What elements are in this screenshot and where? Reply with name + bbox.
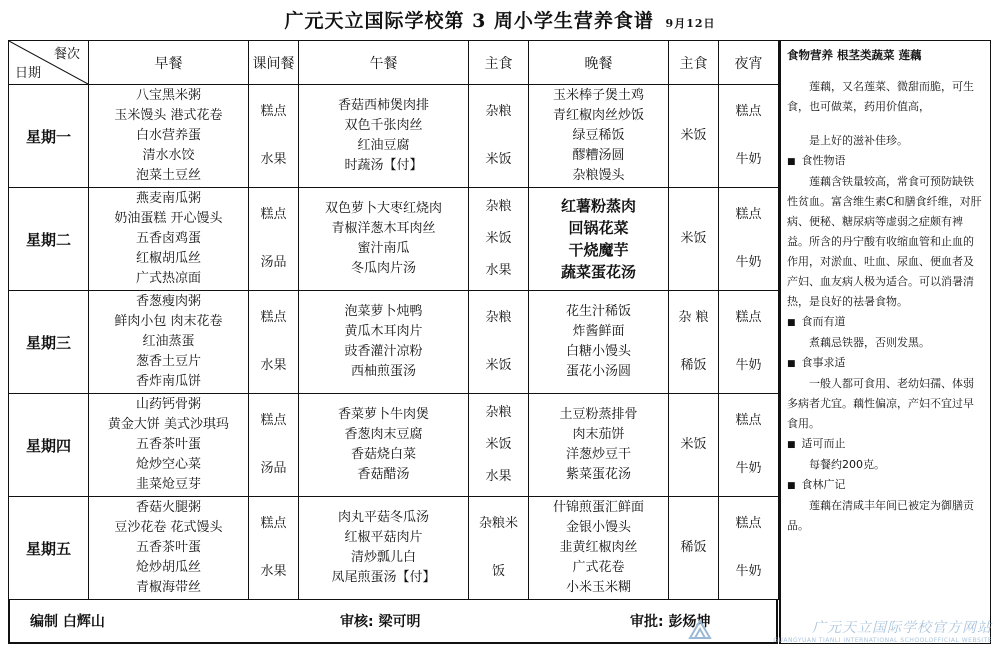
- dinner-item: 广式花卷: [572, 560, 625, 575]
- night-item: 糕点: [735, 104, 762, 120]
- dinner-item: 醪糟汤圆: [572, 148, 625, 163]
- snack-item: 糕点: [260, 310, 287, 326]
- menu-row: [9, 394, 779, 497]
- staple-item: 饭: [491, 563, 505, 579]
- day-label: 星期一: [9, 85, 89, 188]
- sidebar-section-title: [787, 475, 984, 496]
- cell-night: [719, 188, 779, 291]
- lunch-item: 清炒瓢儿白: [350, 550, 416, 565]
- cell-staple2: [669, 291, 719, 394]
- dinner-item: 金银小馒头: [565, 520, 631, 535]
- section-title-text: 食林广记: [801, 478, 846, 491]
- lunch-item: 青椒洋葱木耳肉丝: [331, 221, 436, 236]
- approver-signature: 审批: 彭炀坤: [630, 614, 711, 630]
- breakfast-item: 香炸南瓜饼: [135, 374, 201, 389]
- night-item: 牛奶: [735, 151, 762, 167]
- bullet-icon: ■: [787, 440, 796, 450]
- cell-staple2: [669, 188, 719, 291]
- header-staple2: 主食: [669, 41, 719, 85]
- menu-row: [9, 188, 779, 291]
- breakfast-item: 香菇火腿粥: [135, 500, 201, 515]
- dinner-item: 土豆粉蒸排骨: [559, 407, 638, 422]
- night-item: 牛奶: [735, 563, 762, 579]
- breakfast-item: 炝炒胡瓜丝: [135, 560, 201, 575]
- staple-item: 水果: [485, 468, 512, 484]
- snack-item: 水果: [260, 151, 287, 167]
- staple-item: 杂粮: [485, 104, 512, 120]
- snack-item: 糕点: [260, 207, 287, 223]
- cell-breakfast: [89, 188, 249, 291]
- night-item: 糕点: [735, 516, 762, 532]
- bullet-icon: ■: [787, 318, 796, 328]
- sidebar-section-text: 一般人都可食用、老幼妇孺、体弱多病者尤宜。藕性偏凉，产妇不宜过早食用。: [787, 377, 974, 430]
- cell-lunch: [299, 291, 469, 394]
- lunch-item: 冬瓜肉片汤: [350, 261, 416, 276]
- dinner-item: 洋葱炒豆干: [565, 447, 631, 462]
- header-staple: 主食: [469, 41, 529, 85]
- dinner-item: 紫菜蛋花汤: [565, 467, 631, 482]
- bullet-icon: ■: [787, 359, 796, 369]
- cell-lunch: [299, 188, 469, 291]
- corner-meal-label: 餐次: [53, 47, 80, 62]
- dinner-item: 小米玉米糊: [565, 580, 631, 595]
- staple-item: 米饭: [485, 151, 512, 167]
- cell-breakfast: [89, 291, 249, 394]
- breakfast-item: 黄金大饼 美式沙琪玛: [107, 417, 230, 432]
- lunch-item: 香菜萝卜牛肉煲: [337, 407, 429, 422]
- staple-item: 米饭: [485, 357, 512, 373]
- cell-night: [719, 394, 779, 497]
- menu-table: [8, 40, 779, 600]
- header-breakfast: 早餐: [89, 41, 249, 85]
- breakfast-item: 山药钙骨粥: [135, 397, 201, 412]
- staple2-item: 米饭: [680, 437, 707, 452]
- dinner-item: 蔬菜蛋花汤: [560, 263, 636, 281]
- day-label: 星期五: [9, 497, 89, 600]
- cell-lunch: [299, 85, 469, 188]
- header-snack: 课间餐: [249, 41, 299, 85]
- breakfast-item: 青椒海带丝: [135, 580, 201, 595]
- lunch-item: 西柚煎蛋汤: [350, 364, 416, 379]
- cell-staple: [469, 497, 529, 600]
- lunch-item: 时蔬汤【付】: [344, 158, 423, 173]
- dinner-item: 炸酱鲜面: [572, 324, 625, 339]
- staple2-item: 稀饭: [680, 540, 707, 555]
- bullet-icon: ■: [787, 157, 796, 167]
- breakfast-item: 五香茶叶蛋: [135, 437, 201, 452]
- dinner-item: 回锅花菜: [568, 219, 629, 237]
- menu-row: [9, 497, 779, 600]
- night-item: 糕点: [735, 413, 762, 429]
- breakfast-item: 清水水饺: [142, 148, 195, 163]
- lunch-item: 肉丸平菇冬瓜汤: [337, 510, 429, 525]
- cell-dinner: [529, 394, 669, 497]
- day-label: 星期三: [9, 291, 89, 394]
- staple-item: 杂粮: [485, 405, 512, 421]
- cell-snack: [249, 188, 299, 291]
- sidebar-intro-2: 是上好的滋补佳珍。: [809, 134, 908, 147]
- dinner-item: 杂粮馒头: [572, 168, 625, 183]
- breakfast-item: 泡菜土豆丝: [135, 168, 201, 183]
- reviewer-signature: 审核: 梁可明: [340, 614, 421, 630]
- cell-staple: [469, 188, 529, 291]
- section-title-text: 适可而止: [801, 437, 846, 450]
- breakfast-item: 广式热凉面: [135, 271, 201, 286]
- breakfast-item: 炝炒空心菜: [135, 457, 201, 472]
- lunch-item: 豉香灌汁凉粉: [344, 344, 423, 359]
- cell-snack: [249, 497, 299, 600]
- sidebar-section-text: 煮藕忌铁器，否则发黑。: [809, 336, 930, 349]
- lunch-item: 香菇西柿煲肉排: [337, 98, 429, 113]
- sidebar-section-title: [787, 151, 984, 172]
- title-text: 广元天立国际学校第 3 周小学生营养食谱: [284, 10, 654, 32]
- cell-dinner: [529, 85, 669, 188]
- breakfast-item: 玉米馒头 港式花卷: [114, 108, 223, 123]
- header-lunch: 午餐: [299, 41, 469, 85]
- sidebar-section-title: [787, 353, 984, 374]
- dinner-item: 肉末茄饼: [572, 427, 625, 442]
- school-logo-icon: [688, 618, 712, 642]
- breakfast-item: 五香卤鸡蛋: [135, 231, 201, 246]
- sidebar-intro: 莲藕，又名莲菜、微甜而脆，可生食，也可做菜，药用价值高，: [787, 80, 974, 113]
- signature-bar: [8, 599, 778, 644]
- night-item: 牛奶: [735, 357, 762, 373]
- snack-item: 汤品: [260, 254, 287, 270]
- menu-row: [9, 291, 779, 394]
- lunch-item: 双色萝卜大枣红烧肉: [324, 201, 442, 216]
- cell-night: [719, 85, 779, 188]
- sidebar-section-title: [787, 434, 984, 455]
- bullet-icon: ■: [787, 481, 796, 491]
- dinner-item: 绿豆稀饭: [572, 128, 625, 143]
- snack-item: 糕点: [260, 516, 287, 532]
- cell-snack: [249, 394, 299, 497]
- header-dinner: 晚餐: [529, 41, 669, 85]
- cell-staple: [469, 394, 529, 497]
- menu-row: [9, 85, 779, 188]
- nutrition-sidebar: [779, 40, 991, 644]
- day-label: 星期二: [9, 188, 89, 291]
- cell-lunch: [299, 394, 469, 497]
- cell-staple2: [669, 394, 719, 497]
- staple-item: 米饭: [485, 436, 512, 452]
- night-item: 糕点: [735, 207, 762, 223]
- title-date: 9月12日: [665, 17, 716, 30]
- sidebar-section-text: 每餐约200克。: [809, 458, 885, 471]
- dinner-item: 蛋花小汤圆: [565, 364, 631, 379]
- sidebar-heading: 食物营养 根茎类蔬菜 莲藕: [787, 48, 922, 62]
- staple2-item: 稀饭: [680, 357, 707, 373]
- sidebar-section-text: 莲藕含铁量较高，常食可预防缺铁性贫血。富含维生素C和膳食纤维，对肝病、便秘、糖尿病等虚弱之症颇有裨益。所含的丹宁酸有收缩血管和止血的作用，对淤血、吐血、尿血、便血者及产妇、血友病人极为适合。可以消暑清热，是良好的祛暑食物。: [787, 175, 982, 308]
- dinner-item: 花生汁稀饭: [565, 304, 631, 319]
- breakfast-item: 豆沙花卷 花式馒头: [114, 520, 223, 535]
- breakfast-item: 奶油蛋糕 开心馒头: [114, 211, 223, 226]
- cell-snack: [249, 291, 299, 394]
- cell-breakfast: [89, 497, 249, 600]
- page-title: [0, 6, 1000, 33]
- lunch-item: 香菇烧白菜: [350, 447, 416, 462]
- corner-header: [9, 41, 89, 85]
- night-item: 糕点: [735, 310, 762, 326]
- night-item: 牛奶: [735, 460, 762, 476]
- lunch-item: 红油豆腐: [357, 138, 410, 153]
- lunch-item: 香菇醋汤: [357, 467, 410, 482]
- dinner-item: 玉米棒子煲土鸡: [552, 88, 644, 103]
- sidebar-section-text: 莲藕在清咸丰年间已被定为御膳贡品。: [787, 499, 974, 532]
- staple2-item: 米饭: [680, 128, 707, 143]
- staple2-item: 米饭: [680, 231, 707, 246]
- cell-night: [719, 497, 779, 600]
- section-title-text: 食性物语: [801, 154, 846, 167]
- cell-staple2: [669, 497, 719, 600]
- lunch-item: 香葱肉末豆腐: [344, 427, 423, 442]
- breakfast-item: 香葱瘦肉粥: [135, 294, 201, 309]
- staple-item: 杂粮: [485, 310, 512, 326]
- lunch-item: 双色千张肉丝: [344, 118, 423, 133]
- snack-item: 水果: [260, 563, 287, 579]
- breakfast-item: 八宝黑米粥: [135, 88, 201, 103]
- watermark-cn: 广元天立国际学校官方网站: [812, 620, 992, 636]
- breakfast-item: 白水营养蛋: [135, 128, 201, 143]
- day-label: 星期四: [9, 394, 89, 497]
- corner-date-label: 日期: [15, 66, 42, 81]
- staple-item: 杂粮: [485, 199, 512, 215]
- sidebar-sections: [787, 151, 984, 536]
- lunch-item: 凤尾煎蛋汤【付】: [331, 570, 436, 585]
- snack-item: 糕点: [260, 413, 287, 429]
- snack-item: 糕点: [260, 104, 287, 120]
- snack-item: 水果: [260, 357, 287, 373]
- editor-signature: 编制 白辉山: [30, 614, 105, 630]
- watermark: [773, 617, 992, 644]
- cell-breakfast: [89, 394, 249, 497]
- cell-breakfast: [89, 85, 249, 188]
- watermark-en: GUANGYUAN TIANLI INTERNATIONAL SCHOOLOFFICIAL WEBSITE: [773, 637, 992, 644]
- staple2-item: 杂 粮: [678, 310, 709, 326]
- lunch-item: 泡菜萝卜炖鸭: [344, 304, 423, 319]
- cell-staple2: [669, 85, 719, 188]
- header-night: 夜宵: [719, 41, 779, 85]
- section-title-text: 食而有道: [801, 315, 846, 328]
- cell-staple: [469, 85, 529, 188]
- staple-item: 米饭: [485, 230, 512, 246]
- lunch-item: 红椒平菇肉片: [344, 530, 423, 545]
- section-title-text: 食事求适: [801, 356, 846, 369]
- staple-item: 水果: [485, 262, 512, 278]
- cell-lunch: [299, 497, 469, 600]
- staple-item: 杂粮米: [478, 516, 518, 532]
- breakfast-item: 葱香土豆片: [135, 354, 201, 369]
- dinner-item: 青红椒肉丝炒饭: [552, 108, 644, 123]
- dinner-item: 干烧魔芋: [568, 241, 629, 259]
- breakfast-item: 红油蒸蛋: [142, 334, 195, 349]
- cell-staple: [469, 291, 529, 394]
- dinner-item: 什锦煎蛋汇鲜面: [552, 500, 644, 515]
- cell-dinner: [529, 188, 669, 291]
- cell-dinner: [529, 497, 669, 600]
- night-item: 牛奶: [735, 254, 762, 270]
- sidebar-section-title: [787, 312, 984, 333]
- breakfast-item: 燕麦南瓜粥: [135, 191, 201, 206]
- breakfast-item: 韭菜炝豆芽: [135, 477, 201, 492]
- lunch-item: 黄瓜木耳肉片: [344, 324, 423, 339]
- breakfast-item: 红椒胡瓜丝: [135, 251, 201, 266]
- dinner-item: 红薯粉蒸肉: [560, 197, 636, 215]
- breakfast-item: 五香茶叶蛋: [135, 540, 201, 555]
- lunch-item: 蜜汁南瓜: [357, 241, 410, 256]
- dinner-item: 韭黄红椒肉丝: [559, 540, 638, 555]
- breakfast-item: 鲜肉小包 肉末花卷: [114, 314, 223, 329]
- snack-item: 汤品: [260, 460, 287, 476]
- cell-snack: [249, 85, 299, 188]
- cell-night: [719, 291, 779, 394]
- cell-dinner: [529, 291, 669, 394]
- dinner-item: 白糖小馒头: [565, 344, 631, 359]
